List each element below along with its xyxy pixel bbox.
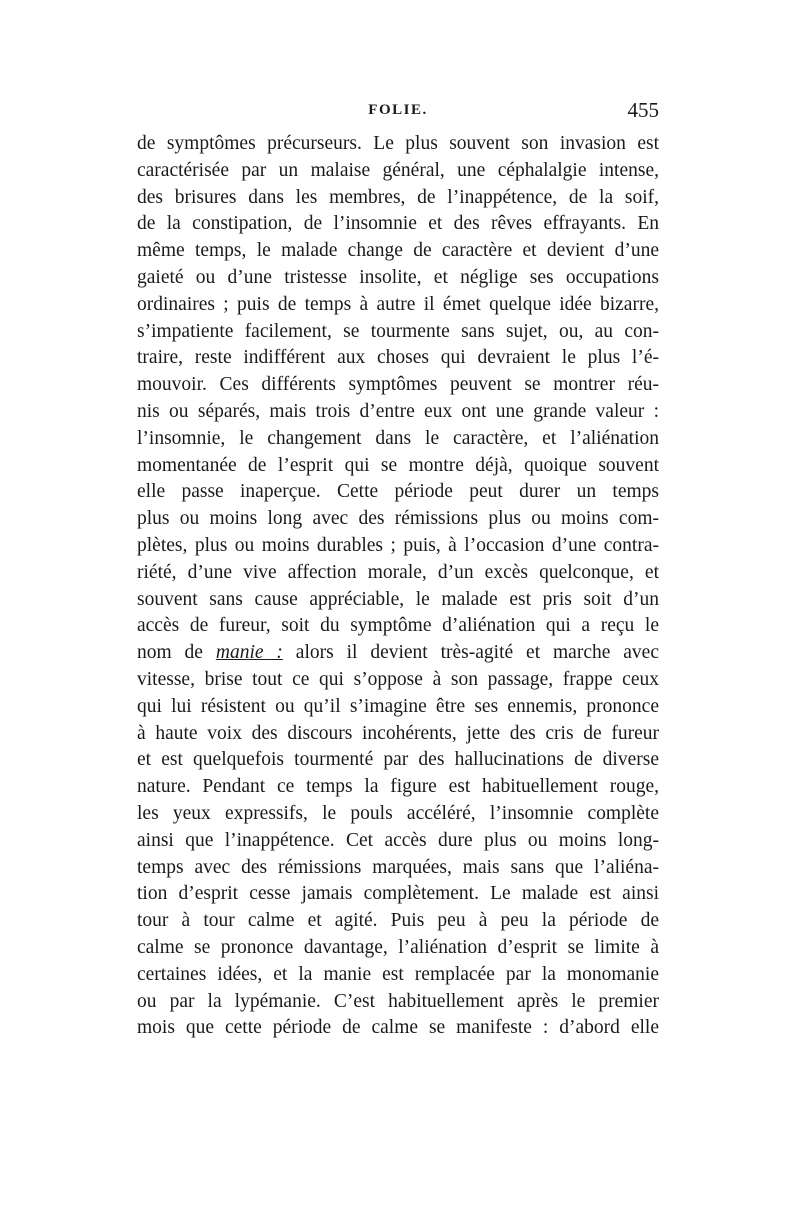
text-line: temps avec des rémissions marquées, mais sans que l’aliéna- — [137, 856, 659, 878]
page-header — [137, 98, 659, 128]
text-line: qui lui résistent ou qu’il s’imagine être ses ennemis, prononce — [137, 695, 659, 717]
text-line: à haute voix des discours incohérents, jette des cris de fureur — [137, 722, 659, 744]
text-line: momentanée de l’esprit qui se montre déjà, quoique souvent — [137, 454, 659, 476]
text-line: nis ou séparés, mais trois d’entre eux ont une grande valeur : — [137, 400, 659, 422]
text-line: riété, d’une vive affection morale, d’un excès quelconque, et — [137, 561, 659, 583]
text-line: l’insomnie, le changement dans le caractère, et l’aliénation — [137, 427, 659, 449]
text-line: vitesse, brise tout ce qui s’oppose à son passage, frappe ceux — [137, 668, 659, 690]
text-line: les yeux expressifs, le pouls accéléré, l’insomnie complète — [137, 802, 659, 824]
text-line: mois que cette période de calme se manifeste : d’abord elle — [137, 1017, 659, 1039]
text-line: et est quelquefois tourmenté par des hallucinations de diverse — [137, 749, 659, 771]
page-number: 455 — [627, 98, 659, 122]
text-fragment: alors il devient très-agité et marche avec — [282, 642, 659, 664]
text-line: elle passe inaperçue. Cette période peut durer un temps — [137, 481, 659, 503]
text-line: plètes, plus ou moins durables ; puis, à l’occasion d’une contra- — [137, 534, 659, 556]
text-line: caractérisée par un malaise général, une céphalalgie intense, — [137, 159, 659, 181]
text-line: tion d’esprit cesse jamais complètement. Le malade est ainsi — [137, 883, 659, 905]
emphasized-term-manie: manie : — [215, 642, 283, 664]
running-head: FOLIE. — [368, 102, 428, 118]
text-line: calme se prononce davantage, l’aliénation d’esprit se limite à — [137, 936, 659, 958]
text-line: gaieté ou d’une tristesse insolite, et néglige ses occupations — [137, 266, 659, 288]
text-fragment: nom de — [137, 642, 216, 664]
body-text — [137, 131, 659, 1042]
text-line: traire, reste indifférent aux choses qui devraient le plus l’é- — [137, 347, 659, 369]
text-line: de la constipation, de l’insomnie et des rêves effrayants. En — [137, 213, 659, 235]
text-line: ainsi que l’inappétence. Cet accès dure plus ou moins long- — [137, 829, 659, 851]
text-line: de symptômes précurseurs. Le plus souvent son invasion est — [137, 133, 659, 154]
text-line-manie — [137, 640, 659, 667]
text-line: ou par la lypémanie. C’est habituellement après le premier — [137, 990, 659, 1012]
text-line: tour à tour calme et agité. Puis peu à peu la période de — [137, 910, 659, 932]
text-line: même temps, le malade change de caractère et devient d’une — [137, 240, 659, 262]
text-line: certaines idées, et la manie est remplacée par la monomanie — [137, 963, 659, 985]
text-line: mouvoir. Ces différents symptômes peuvent se montrer réu- — [137, 374, 659, 396]
text-line: s’impatiente facilement, se tourmente sans sujet, ou, au con- — [137, 320, 659, 342]
text-line: souvent sans cause appréciable, le malade est pris soit d’un — [137, 588, 659, 610]
text-line: ordinaires ; puis de temps à autre il émet quelque idée bizarre, — [137, 293, 659, 315]
text-line: nature. Pendant ce temps la figure est habituellement rouge, — [137, 776, 659, 798]
text-line: accès de fureur, soit du symptôme d’aliénation qui a reçu le — [137, 615, 659, 637]
text-line: des brisures dans les membres, de l’inappétence, de la soif, — [137, 186, 659, 208]
text-line: plus ou moins long avec des rémissions plus ou moins com- — [137, 508, 659, 530]
